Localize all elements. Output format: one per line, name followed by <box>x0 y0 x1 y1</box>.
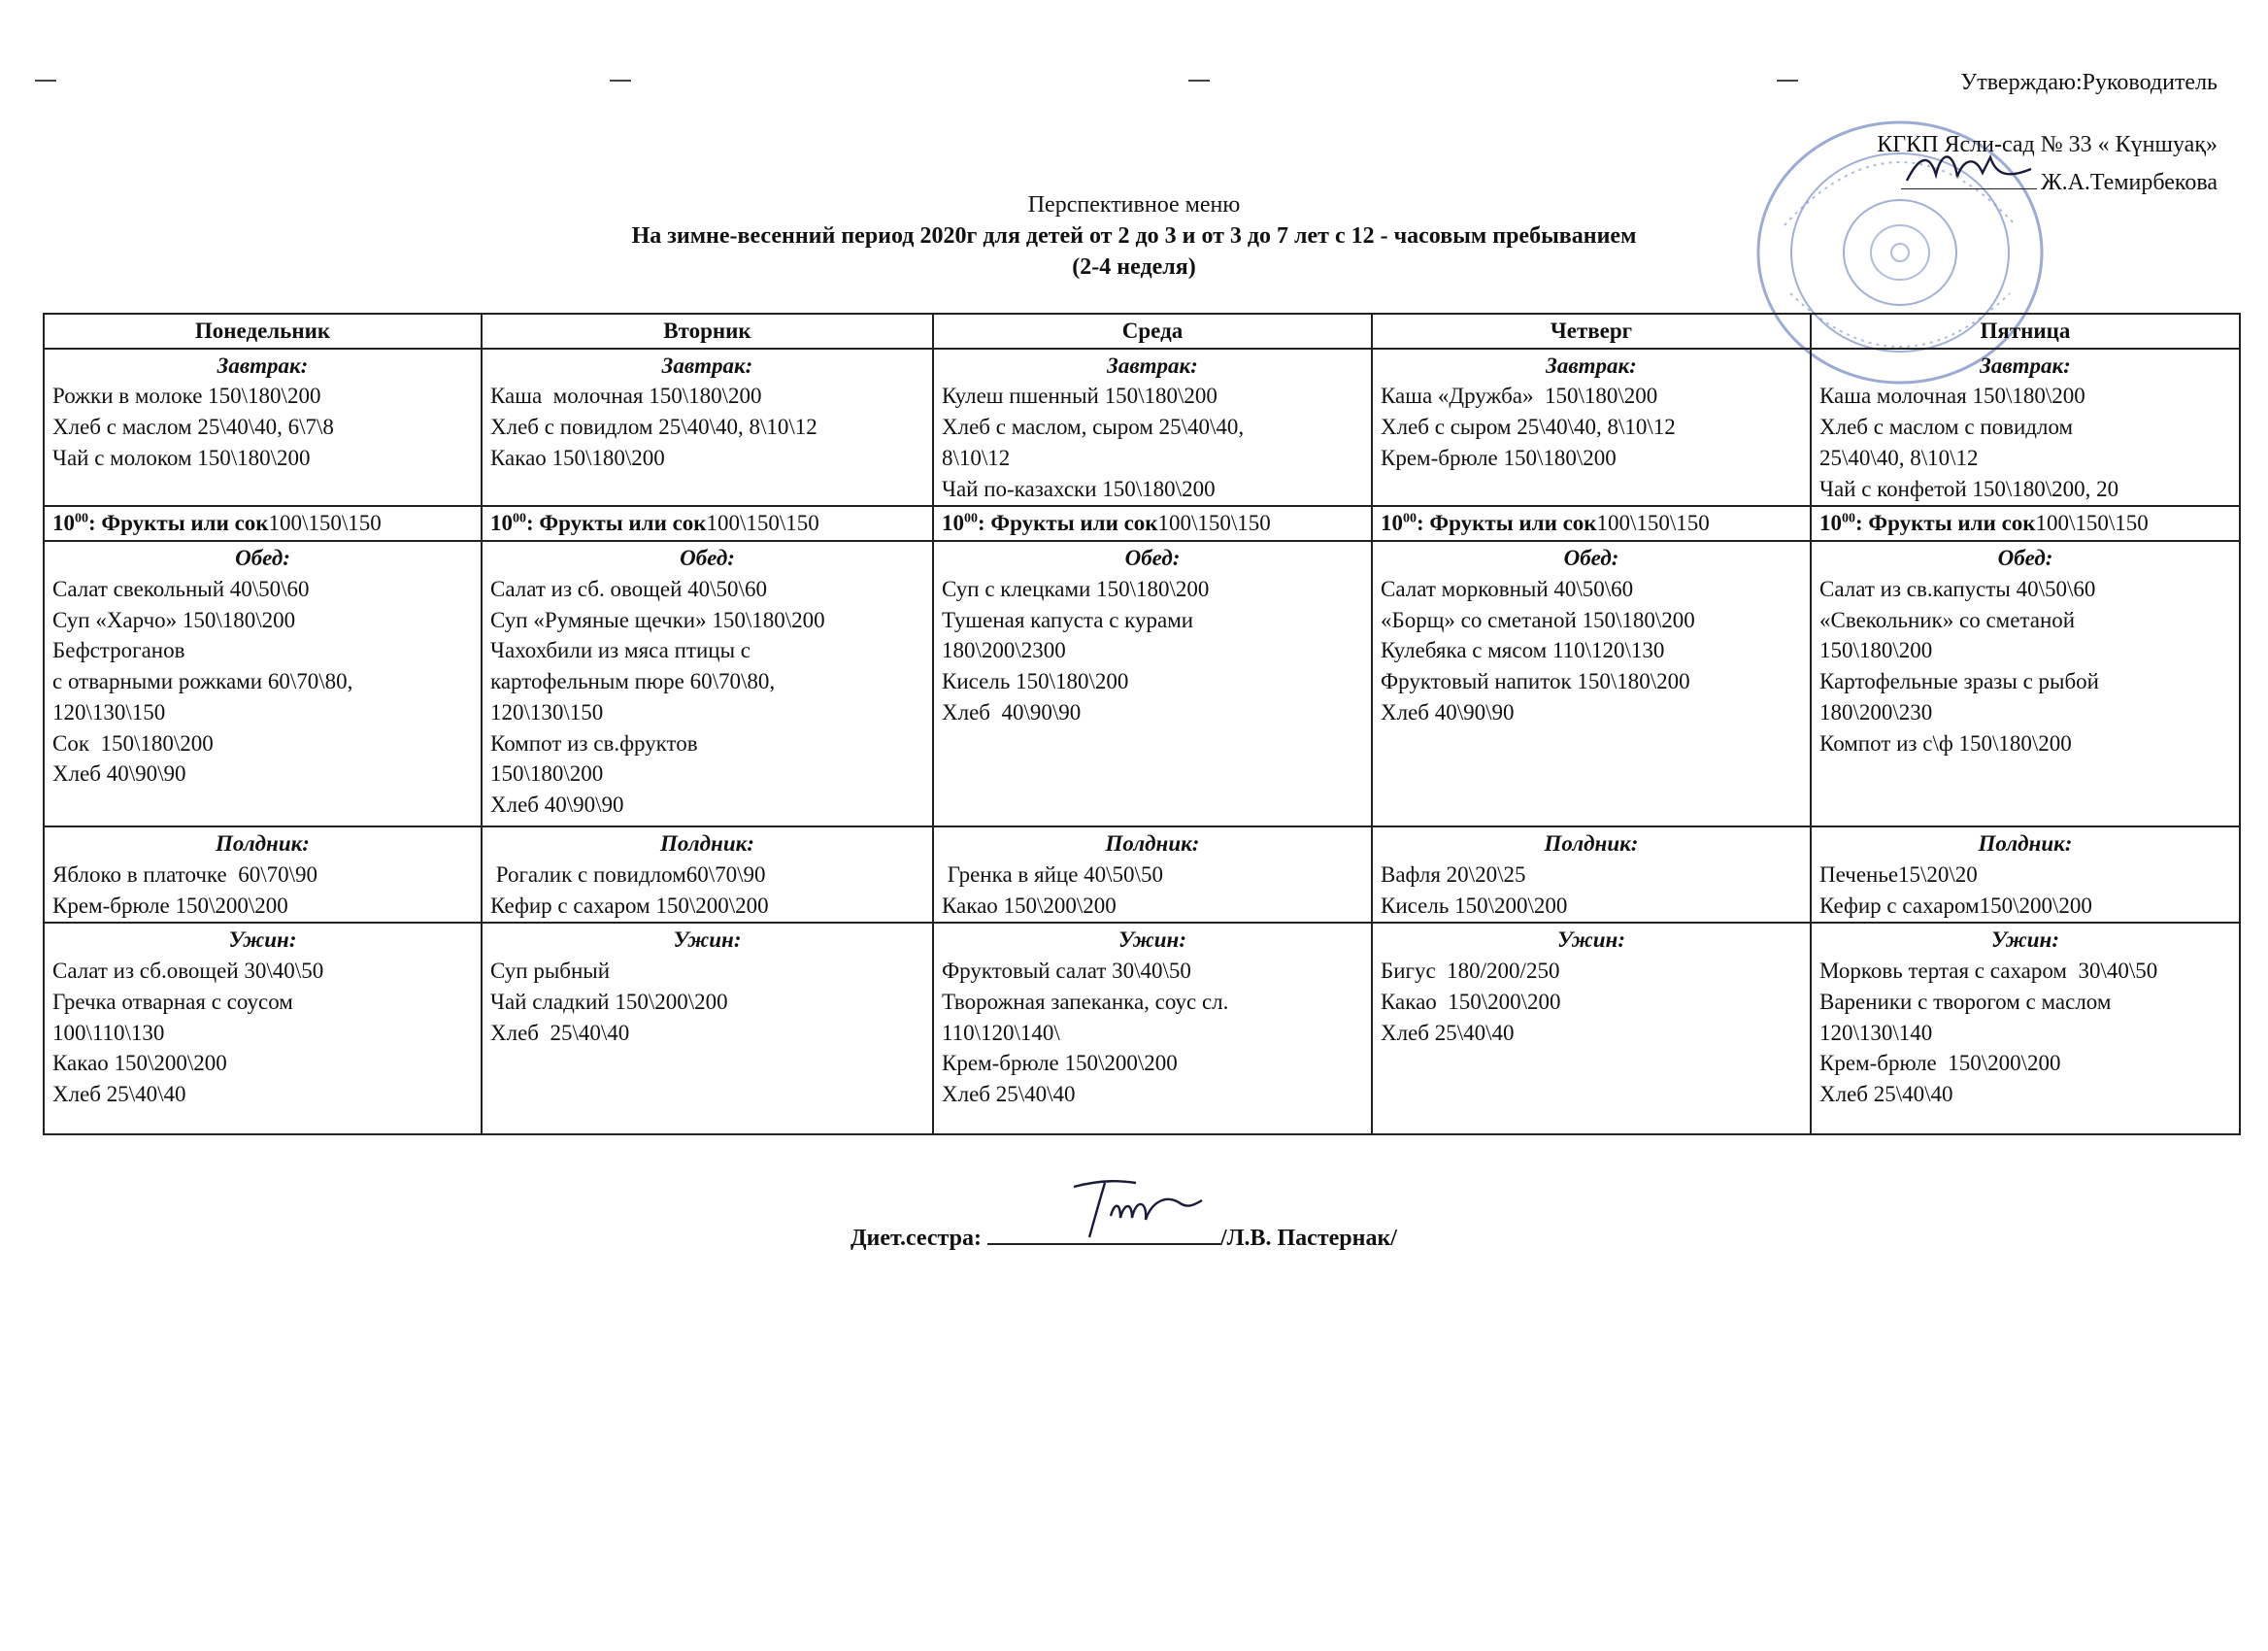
menu-item: Печенье15\20\20 <box>1819 861 1978 887</box>
menu-item: Салат морковный 40\50\60 <box>1381 576 1634 601</box>
scan-mark <box>35 80 56 82</box>
snack-row <box>44 826 2240 923</box>
meal-heading: Обед: <box>235 546 290 571</box>
breakfast-cell <box>44 349 482 507</box>
director-signature <box>1901 146 2037 190</box>
menu-item: Каша «Дружба» 150\180\200 <box>1381 384 1658 409</box>
days-header-row <box>44 314 2240 349</box>
menu-item: 110\120\140\ <box>942 1020 1060 1045</box>
menu-item: Компот из с\ф 150\180\200 <box>1819 730 2072 756</box>
snack-portion: 100\150\150 <box>706 511 819 536</box>
menu-item: Салат из св.капусты 40\50\60 <box>1819 576 2096 601</box>
menu-item: Кисель 150\180\200 <box>942 669 1129 694</box>
time-hour: 10 <box>942 511 964 536</box>
menu-item: Хлеб 40\90\90 <box>52 761 186 787</box>
meal-heading: Полдник: <box>1544 831 1639 857</box>
lunch-cell <box>482 541 933 826</box>
menu-item: Фруктовый напиток 150\180\200 <box>1381 669 1690 694</box>
diet-nurse-name: /Л.В. Пастернак/ <box>1219 1226 1397 1251</box>
meal-heading: Полдник: <box>216 831 310 857</box>
meal-heading: Полдник: <box>1105 831 1200 857</box>
menu-item: Хлеб с сыром 25\40\40, 8\10\12 <box>1381 415 1676 440</box>
menu-item: 180\200\2300 <box>942 638 1066 663</box>
menu-item: Крем-брюле 150\200\200 <box>942 1051 1178 1076</box>
breakfast-cell <box>933 349 1372 507</box>
menu-item: Какао 150\200\200 <box>942 893 1117 918</box>
menu-item: Тушеная капуста с курами <box>942 607 1194 632</box>
snack-label: : Фрукты или сок <box>526 511 707 536</box>
menu-item: Крем-брюле 150\200\200 <box>52 893 288 918</box>
breakfast-cell <box>482 349 933 507</box>
dinner-cell <box>44 923 482 1134</box>
menu-item: 150\180\200 <box>1819 638 1933 663</box>
time-hour: 10 <box>1819 511 1842 536</box>
dinner-cell <box>1372 923 1811 1134</box>
snack-cell <box>1811 826 2240 923</box>
menu-table <box>43 313 2241 1135</box>
meal-heading: Ужин: <box>1118 927 1186 953</box>
document-weeks: (2-4 неделя) <box>1072 254 1196 280</box>
menu-item: Кулебяка с мясом 110\120\130 <box>1381 638 1665 663</box>
time-minutes: 00 <box>75 511 88 526</box>
menu-item: Вафля 20\20\25 <box>1381 861 1526 887</box>
menu-item: Хлеб 25\40\40 <box>490 1020 630 1045</box>
menu-item: 25\40\40, 8\10\12 <box>1819 445 1979 470</box>
menu-item: 120\130\150 <box>490 699 604 724</box>
meal-heading: Обед: <box>1124 546 1181 571</box>
menu-item: Каша молочная 150\180\200 <box>490 384 762 409</box>
menu-item: Хлеб с маслом с повидлом <box>1819 415 2074 440</box>
menu-item: Суп рыбный <box>490 959 611 984</box>
day-header: Пятница <box>1811 314 2240 349</box>
menu-item: Бигус 180/200/250 <box>1381 959 1560 984</box>
lunch-cell <box>933 541 1372 826</box>
meal-heading: Обед: <box>1563 546 1619 571</box>
snack-cell <box>482 826 933 923</box>
menu-item: Творожная запеканка, соус сл. <box>942 989 1229 1014</box>
lunch-row <box>44 541 2240 826</box>
day-header: Среда <box>933 314 1372 349</box>
snack-cell <box>1372 826 1811 923</box>
diet-nurse-signature <box>1064 1173 1210 1247</box>
menu-item: Какао 150\200\200 <box>1381 989 1561 1014</box>
menu-item: 8\10\12 <box>942 445 1011 470</box>
snack-portion: 100\150\150 <box>268 511 382 536</box>
snack-cell <box>44 826 482 923</box>
lunch-cell <box>1811 541 2240 826</box>
menu-item: Хлеб с маслом, сыром 25\40\40, <box>942 415 1245 440</box>
scan-mark <box>1777 80 1798 82</box>
dinner-cell <box>933 923 1372 1134</box>
document-title: Перспективное меню <box>1027 192 1241 218</box>
approval-organization: КГКП Ясли-сад № 33 « Күншуақ» <box>1877 132 2218 158</box>
menu-item: Чай сладкий 150\200\200 <box>490 989 728 1014</box>
menu-item: Рожки в молоке 150\180\200 <box>52 384 321 409</box>
ten-oclock-cell <box>482 506 933 541</box>
menu-item: «Борщ» со сметаной 150\180\200 <box>1381 607 1695 632</box>
menu-item: Хлеб 40\90\90 <box>1381 699 1515 724</box>
menu-item: Морковь тертая с сахаром 30\40\50 <box>1819 959 2158 984</box>
menu-item: Кефир с сахаром 150\200\200 <box>490 893 769 918</box>
menu-item: Вареники с творогом с маслом <box>1819 989 2112 1014</box>
menu-item: Чай с молоком 150\180\200 <box>52 445 311 470</box>
menu-item: Бефстроганов <box>52 638 185 663</box>
dinner-row <box>44 923 2240 1134</box>
menu-item: Чай с конфетой 150\180\200, 20 <box>1819 476 2119 501</box>
time-hour: 10 <box>1381 511 1403 536</box>
menu-item: Хлеб 25\40\40 <box>52 1082 186 1107</box>
scan-mark <box>1188 80 1210 82</box>
snack-portion: 100\150\150 <box>1596 511 1710 536</box>
lunch-cell <box>1372 541 1811 826</box>
menu-item: 100\110\130 <box>52 1020 165 1045</box>
menu-item: Кулеш пшенный 150\180\200 <box>942 384 1217 409</box>
menu-item: Хлеб 40\90\90 <box>490 792 624 818</box>
meal-heading: Завтрак: <box>1980 353 2071 378</box>
menu-item: Хлеб с повидлом 25\40\40, 8\10\12 <box>490 415 817 440</box>
time-minutes: 00 <box>964 511 978 526</box>
day-header: Вторник <box>482 314 933 349</box>
menu-item: Хлеб с маслом 25\40\40, 6\7\8 <box>52 415 334 440</box>
menu-item: Яблоко в платочке 60\70\90 <box>52 861 318 887</box>
menu-item: Суп «Харчо» 150\180\200 <box>52 607 296 632</box>
menu-item: 150\180\200 <box>490 761 604 787</box>
meal-heading: Ужин: <box>1557 927 1625 953</box>
time-hour: 10 <box>52 511 75 536</box>
day-header: Понедельник <box>44 314 482 349</box>
time-minutes: 00 <box>1842 511 1855 526</box>
menu-item: Компот из св.фруктов <box>490 730 698 756</box>
menu-item: Суп с клецками 150\180\200 <box>942 576 1210 601</box>
menu-item: 120\130\150 <box>52 699 166 724</box>
ten-oclock-cell <box>1811 506 2240 541</box>
approval-director-name: Ж.А.Темирбекова <box>2041 169 2218 195</box>
menu-item: Хлеб 25\40\40 <box>942 1082 1076 1107</box>
menu-item: Крем-брюле 150\200\200 <box>1819 1051 2061 1076</box>
meal-heading: Завтрак: <box>1546 353 1637 378</box>
meal-heading: Завтрак: <box>661 353 753 378</box>
time-minutes: 00 <box>513 511 526 526</box>
breakfast-cell <box>1811 349 2240 507</box>
breakfast-row <box>44 349 2240 507</box>
meal-heading: Обед: <box>680 546 735 571</box>
breakfast-cell <box>1372 349 1811 507</box>
approval-title: Утверждаю:Руководитель <box>1960 70 2218 95</box>
menu-item: 120\130\140 <box>1819 1020 1933 1045</box>
time-hour: 10 <box>490 511 513 536</box>
meal-heading: Полдник: <box>660 831 754 857</box>
diet-nurse-label: Диет.сестра: <box>850 1226 982 1251</box>
snack-portion: 100\150\150 <box>2035 511 2149 536</box>
snack-cell <box>933 826 1372 923</box>
menu-item: Кефир с сахаром150\200\200 <box>1819 893 2092 918</box>
menu-item: Каша молочная 150\180\200 <box>1819 384 2085 409</box>
snack-label: : Фрукты или сок <box>1855 511 2036 536</box>
ten-oclock-cell <box>933 506 1372 541</box>
menu-item: «Свекольник» со сметаной <box>1819 607 2076 632</box>
menu-item: Какао 150\180\200 <box>490 445 665 470</box>
lunch-cell <box>44 541 482 826</box>
menu-item: Крем-брюле 150\180\200 <box>1381 445 1617 470</box>
meal-heading: Завтрак: <box>1107 353 1198 378</box>
meal-heading: Ужин: <box>228 927 297 953</box>
menu-item: Хлеб 25\40\40 <box>1819 1082 1953 1107</box>
menu-item: Салат из сб. овощей 40\50\60 <box>490 576 767 601</box>
meal-heading: Обед: <box>1997 546 2053 571</box>
menu-item: Хлеб 25\40\40 <box>1381 1020 1515 1045</box>
menu-item: Салат свекольный 40\50\60 <box>52 576 310 601</box>
meal-heading: Полдник: <box>1978 831 2073 857</box>
menu-item: Рогалик с повидлом60\70\90 <box>490 861 766 887</box>
menu-item: 180\200\230 <box>1819 699 1933 724</box>
menu-item: Сок 150\180\200 <box>52 730 214 756</box>
menu-item: с отварными рожками 60\70\80, <box>52 669 353 694</box>
menu-item: Чай по-казахски 150\180\200 <box>942 476 1216 501</box>
document-subtitle: На зимне-весенний период 2020г для детей от 2 до 3 и от 3 до 7 лет с 12 - часовым пребыванием <box>631 223 1637 249</box>
dinner-cell <box>482 923 933 1134</box>
time-minutes: 00 <box>1403 511 1417 526</box>
menu-item: Хлеб 40\90\90 <box>942 699 1082 724</box>
ten-oclock-row <box>44 506 2240 541</box>
menu-item: Кисель 150\200\200 <box>1381 893 1568 918</box>
menu-item: Гречка отварная с соусом <box>52 989 293 1014</box>
meal-heading: Завтрак: <box>217 353 309 378</box>
dinner-cell <box>1811 923 2240 1134</box>
meal-heading: Ужин: <box>673 927 742 953</box>
menu-item: Салат из сб.овощей 30\40\50 <box>52 959 324 984</box>
scan-mark <box>610 80 631 82</box>
menu-item: Какао 150\200\200 <box>52 1051 227 1076</box>
ten-oclock-cell <box>1372 506 1811 541</box>
snack-label: : Фрукты или сок <box>1417 511 1597 536</box>
menu-item: Чахохбили из мяса птицы с <box>490 638 750 663</box>
menu-item: Суп «Румяные щечки» 150\180\200 <box>490 607 825 632</box>
menu-item: Гренка в яйце 40\50\50 <box>942 861 1163 887</box>
menu-item: Фруктовый салат 30\40\50 <box>942 959 1191 984</box>
day-header: Четверг <box>1372 314 1811 349</box>
ten-oclock-cell <box>44 506 482 541</box>
snack-label: : Фрукты или сок <box>978 511 1158 536</box>
menu-item: картофельным пюре 60\70\80, <box>490 669 776 694</box>
snack-label: : Фрукты или сок <box>88 511 269 536</box>
meal-heading: Ужин: <box>1991 927 2059 953</box>
menu-item: Картофельные зразы с рыбой <box>1819 669 2099 694</box>
snack-portion: 100\150\150 <box>1157 511 1271 536</box>
